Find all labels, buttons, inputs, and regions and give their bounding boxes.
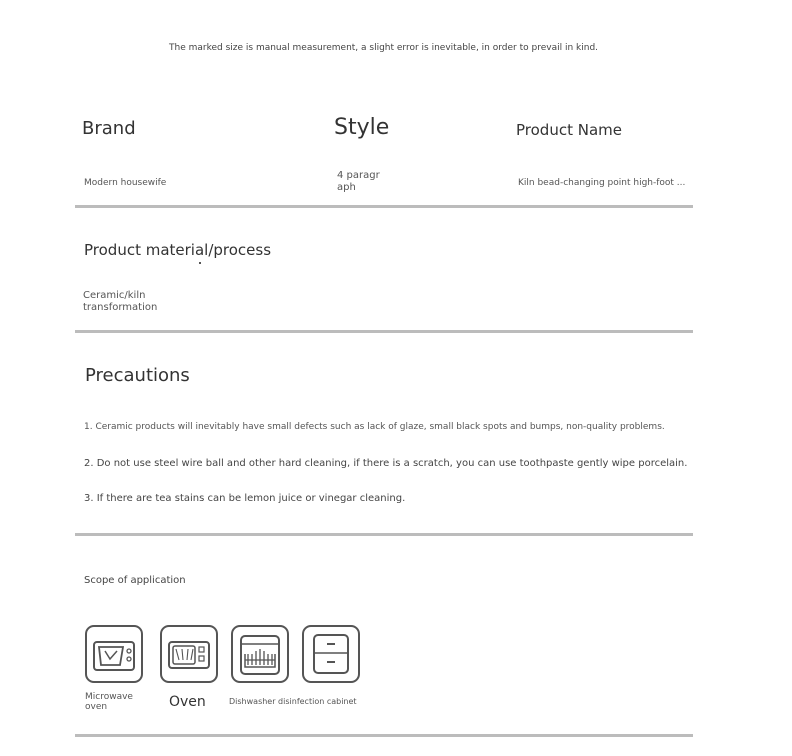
precaution-item-2: 2. Do not use steel wire ball and other hard cleaning, if there is a scratch, you can use toothpaste gently wipe porcelain. (84, 458, 688, 469)
material-label: Product material/process (84, 241, 272, 259)
brand-label: Brand (82, 118, 136, 139)
scope-label-dishwasher: Dishwasher disinfection cabinet (229, 697, 357, 706)
precautions-title: Precautions (85, 365, 190, 386)
microwave-icon (85, 625, 143, 683)
product-name-value: Kiln bead-changing point high-foot ... (518, 178, 686, 188)
measurement-notice: The marked size is manual measurement, a slight error is inevitable, in order to prevail in kind. (169, 43, 599, 53)
precaution-item-3: 3. If there are tea stains can be lemon juice or vinegar cleaning. (84, 493, 406, 504)
dishwasher-icon (231, 625, 289, 683)
divider-1 (75, 205, 693, 208)
product-name-label: Product Name (516, 121, 622, 139)
scope-label-oven: Oven (169, 694, 206, 710)
brand-value: Modern housewife (84, 178, 167, 188)
precaution-item-1: 1. Ceramic products will inevitably have small defects such as lack of glaze, small black spots and bumps, non-quality problems. (84, 422, 665, 432)
divider-3 (75, 533, 693, 536)
divider-2 (75, 330, 693, 333)
divider-4 (75, 734, 693, 737)
scope-label-microwave: Microwave oven (85, 692, 133, 712)
decorative-dot (199, 262, 201, 264)
cabinet-icon (302, 625, 360, 683)
style-label: Style (334, 115, 390, 140)
style-value: 4 paragraph (337, 170, 380, 193)
oven-icon (160, 625, 218, 683)
scope-title: Scope of application (84, 575, 186, 586)
material-value: Ceramic/kiln transformation (83, 290, 158, 313)
